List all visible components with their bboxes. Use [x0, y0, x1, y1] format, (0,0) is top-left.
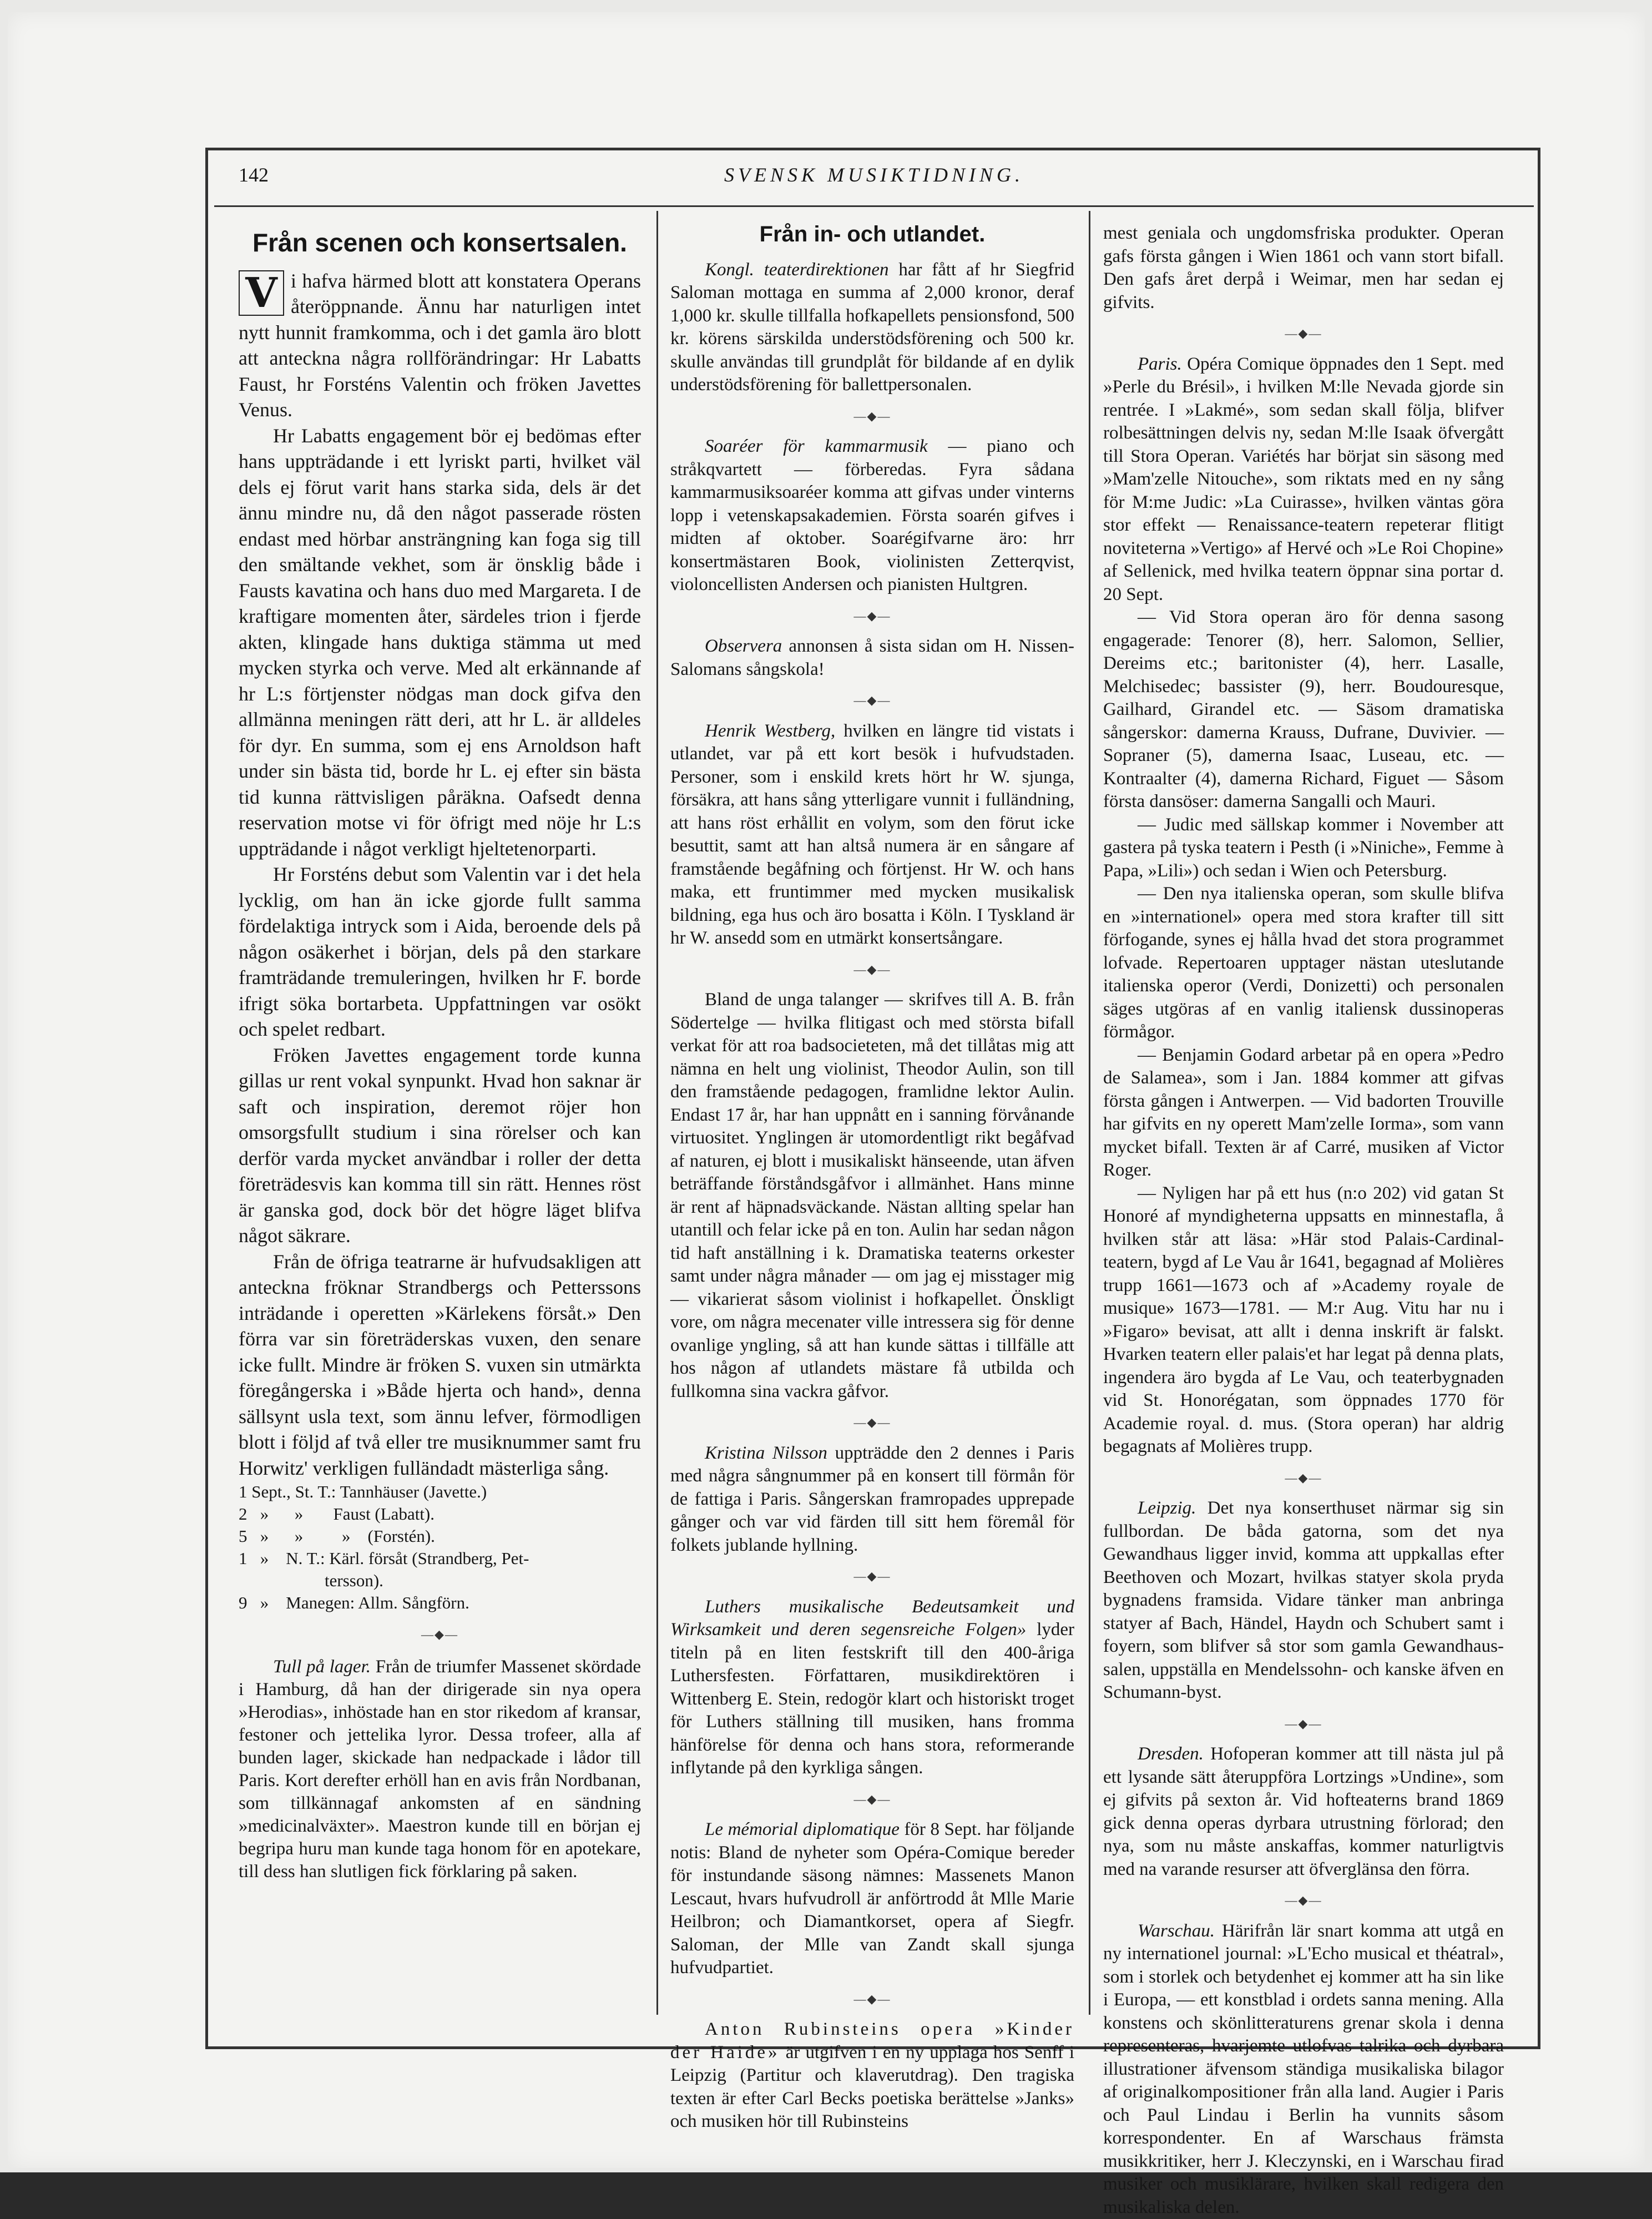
- news-item: Observera annonsen å sista sidan om H. Nissen-Salomans sångskola!: [670, 635, 1074, 681]
- news-item: Luthers musikalische Bedeutsamkeit und Wirksamkeit und deren segensreiche Folgen» lyder titeln på en liten festskrift till den 400-åriga Luthersfesten. Författaren, musikdirektören i Wittenberg E. Stein, redogör klart och historiskt troget för Luthers ställning till musiken, hans fromma hänförelse för denna och hans stora, reformerande inflytande på den kyrkliga sången.: [670, 1596, 1074, 1780]
- schedule-line: tersson).: [239, 1570, 641, 1592]
- section-title: Från scenen och konsertsalen.: [239, 230, 641, 256]
- news-item: Leipzig. Det nya konserthuset närmar sig sin fullbordan. De båda gatorna, som det nya Gewandhaus ligger invid, komma att uppkallas efter Beethoven och Mozart, hvilkas statyer skola pryda bygnadens framsida. Vidare tänker man anbringa statyer af Bach, Händel, Haydn och Schubert samt i foyern, som blifver så stor som gamla Gewandhaus-salen, uppställa en Mendelssohn- och kanske äfven en Schumann-byst.: [1103, 1497, 1504, 1704]
- news-item: Dresden. Hofoperan kommer att till nästa jul på ett lysande sätt återuppföra Lortzings »Undine», som ej gifvits på sexton år. Vid hofteaterns brand 1869 gick denna operas dyrbara utrustning förlorad; den nya, som nu måste anskaffas, kommer naturligtvis med na varande resurser att öfverglänsa den förra.: [1103, 1743, 1504, 1881]
- schedule-line: 2 » » Faust (Labatt).: [239, 1503, 641, 1525]
- news-item: Le mémorial diplomatique för 8 Sept. har följande notis: Bland de nyheter som Opéra-Comique bereder för instundande säsong nämnes: Massenets Manon Lescaut, hvars hufvudroll är anförtrodd åt Mlle Marie Heilbron; och Diamantkorset, opera af Siegfr. Saloman, der Mlle van Zandt skall sjunga hufvudpartiet.: [670, 1818, 1074, 1980]
- column-home-abroad: [670, 222, 1074, 2020]
- performance-schedule: [239, 1481, 641, 1614]
- drop-cap: V: [239, 270, 284, 316]
- article-paragraph: V i hafva härmed blott att konstatera Operans återöppnande. Ännu har naturligen intet nytt hunnit framkomma, och i det gamla äro blott att anteckna några rollförändringar: Hr Labatts Faust, hr Forsténs Valentin och fröken Javettes Venus.: [239, 268, 641, 423]
- separator: —◆—: [1103, 1712, 1504, 1736]
- news-item: Paris. Opéra Comique öppnades den 1 Sept. med »Perle du Brésil», i hvilken M:lle Nevada gjorde sin rentrée. I »Lakmé», som sedan skall följa, blifver rolbesättningen delvis ny, sedan M:lle Isaak öfvergått till Stora Operan. Variétés har börjat sin säsong med »Mam'zelle Nitouche», som riktats med en ny sång för M:me Judic: »La Cuirasse», hvilken väntas göra stor effekt — Renaissance-teatern repeterar flitigt noviteterna »Vertigo» af Hervé och »Le Roi Chopine» af Sellenick, med hvilka teatern öppnar sina portar d. 20 Sept.: [1103, 353, 1504, 607]
- news-item: Kongl. teaterdirektionen har fått af hr Siegfrid Saloman mottaga en summa af 2,000 kronor, deraf 1,000 kr. skulle tillfalla hofkapellets pensionsfond, 500 kr. körens särskilda understödsförening och 500 kr. skulle användas till grundplåt för bildande af en dylik understödsförening för ballettpersonalen.: [670, 259, 1074, 397]
- separator: —◆—: [670, 1411, 1074, 1434]
- news-item: Bland de unga talanger — skrifves till A. B. från Södertelge — hvilka flitigast och med största bifall verkat för att roa badsocieteten, må det tillåtas mig att nämna en helt ung violinist, Theodor Aulin, son till den framstående pedagogen, framlidne lektor Aulin. Endast 17 år, har han uppnått en i sanning förvånande virtuositet. Ynglingen är utomordentligt rikt begåfvad af naturen, ej blott i musikaliskt hänseende, utan äfven beträffande förståndsgåfvor i allmänhet. Hans minne är rent af häpnadsväckande. Nästan allting spelar han utantill och felar icke på en ton. Aulin har sedan någon tid haft anställning i k. Dramatiska teaterns orkester samt under några månader — om jag ej misstager mig — vikarierat såsom violinist i hofkapellet. Önskligt vore, om några mecenater ville intressera sig för denne ovanlige yngling, så att han kunde sättas i tillfälle att hos någon af utlandets mästare få utbilda och fullkomna sina vackra gåfvor.: [670, 989, 1074, 1403]
- separator: —◆—: [670, 604, 1074, 628]
- separator: —◆—: [670, 405, 1074, 428]
- news-item: Soaréer för kammarmusik — piano och stråkqvartett — förberedas. Fyra sådana kammarmusiksoaréer komma att gifvas under vinterns lopp i vetenskapsakademien. Första soarén gifves i midten af oktober. Soarégifvarne äro: hrr konsertmästaren Book, violinisten Zetterqvist, violoncellisten Andersen och pianisten Hultgren.: [670, 435, 1074, 597]
- article-paragraph: Från de öfriga teatrarne är hufvudsakligen att anteckna fröknar Strandbergs och Petterssons inträdande i operetten »Kärlekens försåt.» Den förra var sin företräderskas vuxen, den senare icke fullt. Mindre är fröken S. vuxen sin utmärkta föregångerska i »Både hjerta och hand», denna sällsynt usla text, som ännu lefver, förmodligen blott i följd af två eller tre musiknummer samt fru Horwitz' verkligen fulländadt mästerliga sång.: [239, 1249, 641, 1481]
- schedule-line: 5 » » » (Forstén).: [239, 1525, 641, 1547]
- separator: —◆—: [670, 1988, 1074, 2011]
- separator: —◆—: [670, 689, 1074, 712]
- column-continued: [1103, 222, 1504, 2020]
- article-paragraph: Hr Labatts engagement bör ej bedömas efter hans uppträdande i ett lyriskt parti, hvilket väl dels ej förut varit hans starka sida, dels är det ännu mindre nu, då den något passerade rösten endast med hörbar ansträngning kan foga sig till den smältande vekhet, som är önsklig både i Fausts kavatina och hans duo med Margareta. I de kraftigare momenten åter, särdeles trion i fjerde akten, klingade hans duktiga stämma ut med mycken styrka och verve. Med alt erkännande af hr L:s förtjenster nödgas man dock gifva den allmänna meningen rätt deri, att hr L. är alldeles för dyr. En summa, som ej ens Arnoldson haft under sin bästa tid, borde hr L. ej efter sin bästa tid kunna rättvisligen påräkna. Oafsedt denna reservation motse vi för öfrigt med nöje hr L:s uppträdande i något verkligt hjeltetenorparti.: [239, 423, 641, 862]
- separator: —◆—: [239, 1622, 641, 1648]
- article-paragraph: Hr Forsténs debut som Valentin var i det hela lycklig, om han än icke gjorde fullt samma fördelaktiga intryck som i Aida, beroende dels på någon osäkerhet i början, dels på den starkare framträdande tremuleringen, hvilken hr F. borde ifrigt söka bortarbeta. Uppfattningen var osökt och spelet redbart.: [239, 861, 641, 1042]
- separator: —◆—: [1103, 322, 1504, 345]
- separator: —◆—: [670, 1788, 1074, 1811]
- column-rule: [656, 211, 658, 2015]
- separator: —◆—: [670, 1565, 1074, 1588]
- news-item: — Nyligen har på ett hus (n:o 202) vid gatan St Honoré af myndigheterna uppsatts en minnestafla, å hvilken står att läsa: »Här stod Palais-Cardinal-teatern, bygd af Le Vau år 1641, begagnad af Molières trupp 1661—1673 och af »Academy royale de musique» 1673—1781. — M:r Aug. Vitu har nu i »Figaro» bevisat, att allt i denna inskrift är falskt. Hvarken teatern eller palais'et har legat på denna plats, ingendera äro bygda af Le Vau, och teaterbygnaden vid St. Honorégatan, som öppnades 1770 för Academie royal. d. mus. (Stora operan) har aldrig begagnats af Molières trupp.: [1103, 1182, 1504, 1459]
- news-item: Warschau. Härifrån lär snart komma att utgå en ny internationel journal: »L'Echo musical et théatral», som i storlek och betydenhet ej kommer att ha sin like i Europa, — ett konstblad i ordets sanna mening. Alla konstens och skönlitteraturens grenar skola i denna representeras, hvarjemte utlofvas talrika och dyrbara illustrationer äfvensom ständiga musikaliska bilagor af originalkompositioner från alla land. Augier i Paris och Paul Lindau i Berlin ha vunnits såsom korrespondenter. En af Warschaus främsta musikkritiker, herr J. Kleczynski, en i Warschau firad musiker och musiklärare, hvilken skall redigera den musikaliska delen.: [1103, 1920, 1504, 2219]
- separator: —◆—: [670, 958, 1074, 981]
- news-item: — Den nya italienska operan, som skulle blifva en »internationel» opera med stora krafter till sitt förfogande, synes ej hålla hvad det stora programmet lofvade. Repertoaren upptager nästan uteslutande italienska operor (Verdi, Donizetti) och personalen säges utgöras af en vanlig italiensk dussinoperas förmågor.: [1103, 882, 1504, 1044]
- news-item: — Vid Stora operan äro för denna sasong engagerade: Tenorer (8), herr. Salomon, Sellier, Dereims etc.; baritonister (4), herr. Lasalle, Melchisedec; bassister (9), herr. Boudouresque, Gailhard, Girandel etc. — Säsom dramatiska sångerskor: damerna Krauss, Dufrane, Duvivier. — Sopraner (5), damerna Isaac, Luseau, etc. — Kontraalter (4), damerna Richard, Figuet — Såsom första dansöser: damerna Sangalli och Mauri.: [1103, 606, 1504, 814]
- article-paragraph: Tull på lager. Från de triumfer Massenet skördade i Hamburg, då han der dirigerade sin nya opera »Herodias», inhöstade han en stor rikedom af kransar, festoner och jettelika lyror. Dessa trofeer, alla af bunden lager, skickade han nedpackade i lådor till Paris. Kort derefter erhöll han en avis från Nordbanan, som tillkännagaf ankomsten af en sändning »medicinalväxter». Maestron kunde till en början ej begripa huru man kunde taga honom för en apotekare, till dess han slutligen fick förklaring på saken.: [239, 1656, 641, 1883]
- news-item: mest geniala och ungdomsfriska produkter. Operan gafs första gången i Wien 1861 och vann stort bifall. Den gafs året derpå i Weimar, men har sedan ej gifvits.: [1103, 222, 1504, 314]
- column-scene-concert: [239, 222, 641, 2020]
- column-rule: [1089, 211, 1090, 2015]
- separator: —◆—: [1103, 1889, 1504, 1912]
- news-item: Kristina Nilsson uppträdde den 2 dennes i Paris med några sångnummer på en konsert till förmån för de fattiga i Paris. Sångerskan framropades upprepade gånger och var vid färden till sitt hem föremål för folkets jublande hyllning.: [670, 1442, 1074, 1557]
- separator: —◆—: [1103, 1466, 1504, 1490]
- news-item: Henrik Westberg, hvilken en längre tid vistats i utlandet, var på ett kort besök i hufvudstaden. Personer, som i enskild krets hört hr W. sjunga, försäkra, att hans sång ytterligare vunnit i fulländning, att hans röst erhållit en volym, som den förut icke besuttit, samt att han altså numera är en sångare af framstående begåfning och förtjenst. Hr W. och hans maka, ett fruntimmer med mycken musikalisk bildning, ega hus och äro bosatta i Köln. I Tyskland är hr W. ansedd som en utmärkt konsertsångare.: [670, 720, 1074, 950]
- schedule-line: 9 » Manegen: Allm. Sångförn.: [239, 1592, 641, 1614]
- news-item: — Judic med sällskap kommer i November att gastera på tyska teatern i Pesth (i »Niniche», Femme à Papa, »Lili») och sedan i Wien och Petersburg.: [1103, 814, 1504, 883]
- article-paragraph: Fröken Javettes engagement torde kunna gillas ur rent vokal synpunkt. Hvad hon saknar är saft och inspiration, deremot röjer hon omsorgsfullt studium i sina rörelser och kan derför varda mycket användbar i roller der detta företrädesvis kan komma till sin rätt. Hennes röst är ganska god, dock bör det högre läget blifva något säkrare.: [239, 1042, 641, 1249]
- section-title: Från in- och utlandet.: [670, 223, 1074, 246]
- page-number: 142: [239, 163, 269, 186]
- schedule-line: 1 Sept., St. T.: Tannhäuser (Javette.): [239, 1481, 641, 1503]
- news-item: Anton Rubinsteins opera »Kinder der Haide» är utgifven i en ny upplaga hos Senff i Leipzig (Partitur och klaverutdrag). Den tragiska texten är efter Carl Becks poetiska berättelse »Janks» och musiken hör till Rubinsteins: [670, 2018, 1074, 2134]
- news-item: — Benjamin Godard arbetar på en opera »Pedro de Salamea», som i Jan. 1884 kommer att gifvas första gången i Antwerpen. — Vid badorten Trouville har gifvits en ny operett Mam'zelle Iorma», som vann mycket bifall. Texten är af Carré, musiken af Victor Roger.: [1103, 1044, 1504, 1182]
- running-title: SVENSK MUSIKTIDNING.: [555, 163, 1193, 186]
- schedule-line: 1 » N. T.: Kärl. försåt (Strandberg, Pet-: [239, 1547, 641, 1570]
